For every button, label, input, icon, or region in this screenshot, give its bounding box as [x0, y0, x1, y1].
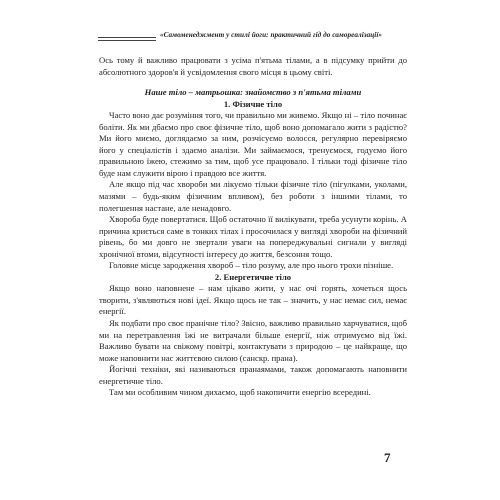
paragraph: Йогічні техніки, які називаються пранаямами, також допомагають наповнити енергетичне тіло.	[99, 364, 407, 386]
running-header: «Самоменеджмент у стилі йоги: практичний гід до самореалізації»	[160, 31, 383, 39]
paragraph: Головне місце зародження хвороб – тіло розуму, але про нього трохи пізніше.	[109, 260, 394, 271]
body-text	[99, 55, 407, 399]
page-number: 7	[384, 450, 391, 465]
intro-paragraph: Ось тому й важливо працювати з усіма п'ятьма тілами, а в підсумку прийти до абсолютного здоров'я й усвідомлення свого місця в цьому світі.	[99, 55, 407, 77]
header-rule	[98, 37, 156, 41]
paragraph: Але якщо під час хвороби ми лікуємо тільки фізичне тіло (пігулками, уколами, мазями – будь-яким фізичним впливом), без роботи з іншими тілами, то полегшення настане, але ненадовго.	[99, 179, 407, 213]
subsection-title-physical: 1. Фізичне тіло	[223, 98, 283, 109]
subsection-title-energy: 2. Енергетичне тіло	[214, 271, 292, 282]
paragraph: Як подбати про своє пранічне тіло? Звісно, важливо правильно харчуватися, щоб ми на перетравлення їжі не витрачали більше енергії, ніж отримуємо від їжі. Важливо бувати на свіжому повітрі, контактувати з природою – це найкраще, що може наповнити нас життєвою силою (санскр. прана).	[99, 318, 407, 363]
paragraph: Часто воно дає розуміння того, чи правильно ми живемо. Якщо ні – тіло починає боліти. Як ми дбаємо про своє фізичне тіло, щоб воно допомагало жити з радістю? Ми його миємо, доглядаємо за ним, розчісуємо волосся, регулярно перевіряємо його у спеціалістів і здаємо аналізи. Ми займаємося, тренуємося, годуємо його правильною їжею, стежимо за тим, щоб усе працювало. І тільки тоді фізичне тіло буде нам служити вірою і правдою все життя.	[99, 110, 407, 178]
paragraph: Хвороба буде повертатися. Щоб остаточно її вилікувати, треба усунути корінь. А причина криється саме в тонких тілах і просочилася у вигляді хвороби на фізичний рівень, бо ми довго не звертали уваги на попереджувальні сигнали у вигляді хронічної втоми, відсутності інтересу до життя, безсоння тощо.	[99, 214, 407, 259]
paragraph: Якщо воно наповнене – нам цікаво жити, у нас очі горять, хочеться щось творити, з'являються нові ідеї. Якщо щось не так – значить, у нас немає сил, немає енергії.	[99, 283, 407, 317]
paragraph: Там ми особливим чином дихаємо, щоб накопичити енергію всередині.	[109, 387, 371, 398]
section-title: Наше тіло – матрьошка: знайомство з п'ятьма тілами	[144, 87, 362, 98]
